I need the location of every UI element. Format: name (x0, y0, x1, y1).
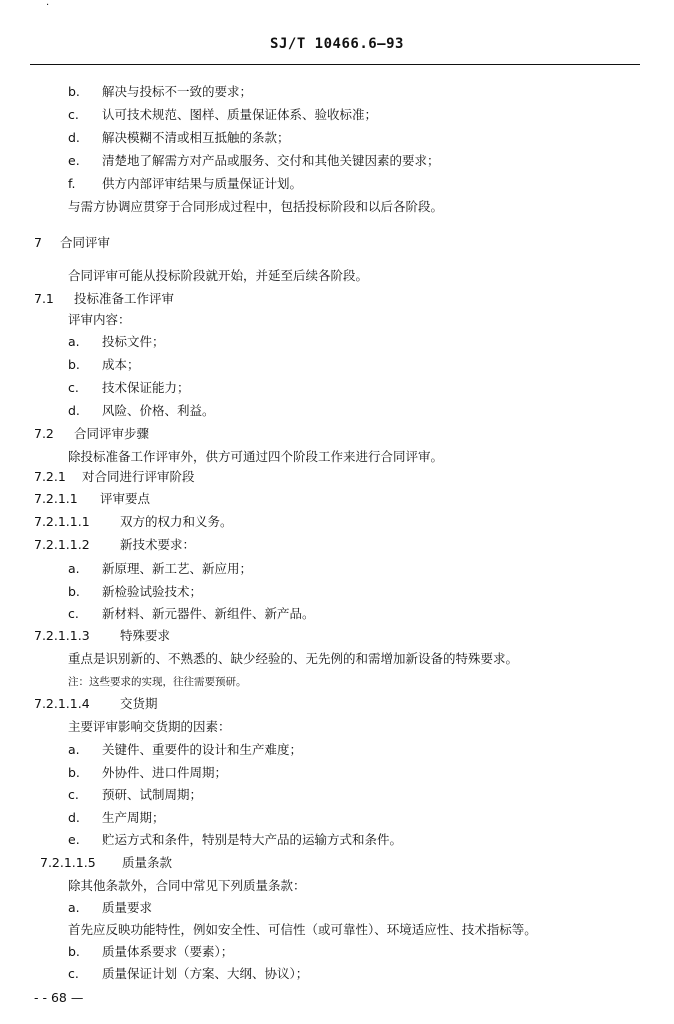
list-item: a. 质量要求 (68, 900, 153, 915)
list-item: b. 质量体系要求（要素）； (68, 944, 234, 959)
section-heading: 7.2.1.1.5 质量条款 (40, 855, 173, 870)
paragraph: 评审内容： (68, 312, 131, 327)
list-item: c. 预研、试制周期； (68, 787, 203, 802)
section-heading: 7 合同评审 (34, 235, 111, 250)
list-item: c. 质量保证计划（方案、大纲、协议）； (68, 966, 309, 981)
paragraph: 与需方协调应贯穿于合同形成过程中，包括投标阶段和以后各阶段。 (68, 199, 444, 214)
list-item: c. 认可技术规范、图样、质量保证体系、验收标准； (68, 107, 378, 122)
section-heading: 7.2.1.1.2 新技术要求： (34, 537, 196, 552)
list-item: b. 外协件、进口件周期； (68, 765, 228, 780)
paragraph: 合同评审可能从投标阶段就开始，并延至后续各阶段。 (68, 268, 369, 283)
section-heading: 7.2 合同评审步骤 (34, 426, 150, 441)
list-item: b. 解决与投标不一致的要求； (68, 84, 253, 99)
section-heading: 7.2.1.1.3 特殊要求 (34, 628, 171, 643)
list-item: c. 新材料、新元器件、新组件、新产品。 (68, 606, 315, 621)
list-item: c. 技术保证能力； (68, 380, 190, 395)
list-item: e. 清楚地了解需方对产品或服务、交付和其他关键因素的要求； (68, 153, 440, 168)
section-heading: 7.2.1.1.1 双方的权力和义务。 (34, 514, 233, 529)
paragraph: 除投标准备工作评审外，供方可通过四个阶段工作来进行合同评审。 (68, 449, 444, 464)
header-rule (30, 64, 640, 65)
document-page: · SJ/T 10466.6—93 b. 解决与投标不一致的要求； c. 认可技术规范、图样、质量保证体系、验收标准； d. 解决模糊不清或相互抵触的条款； e. 清楚地了解需方对产品或服务、交付和其他关键因素的要求； f. 供方内部评审结果与质量保证计划。 与需方协调应贯穿于合同形成过程中，包括投标阶段和以后各阶段。 7 合同评审 合同评审可能从投标阶段就开始，并延至后续各阶段。 7.1 投标准备工作评审 评审内容： a. 投标文件； b. 成本； c. 技术保证能力； d. 风险、价格、利益。 7.2 合同评审步骤 除投标准备工作评审外，供方可通过四个阶段工作来进行合同评审。 7.2.1 对合同进行评审阶段 7.2.1.1 评审要点 7.2.1.1.1 双方的权力和义务。 7.2.1.1.2 新技术要求： a. 新原理、新工艺、新应用； b. 新检验试验技术； c. 新材料、新元器件、新组件、新产品。 7.2.1.1.3 特殊要求 重点是识别新的、不熟悉的、缺少经验的、无先例的和需增加新设备的特殊要求。 注：这些要求的实现，往往需要预研。 7.2.1.1.4 交货期 主要评审影响交货期的因素： a. 关键件、重要件的设计和生产难度； b. 外协件、进口件周期； c. 预研、试制周期； d. 生产周期； e. 贮运方式和条件，特别是特大产品的运输方式和条件。 7.2.1.1.5 质量条款 除其他条款外，合同中常见下列质量条款： a. 质量要求 首先应反映功能特性，例如安全性、可信性（或可靠性）、环境适应性、技术指标等。 b. 质量体系要求（要素）； c. 质量保证计划（方案、大纲、协议）； - - 68 — (0, 0, 674, 1024)
paragraph: 除其他条款外，合同中常见下列质量条款： (68, 878, 306, 893)
list-item: a. 新原理、新工艺、新应用； (68, 561, 253, 576)
standard-code-header: SJ/T 10466.6—93 (270, 36, 404, 52)
section-heading: 7.2.1 对合同进行评审阶段 (34, 469, 195, 484)
list-item: a. 投标文件； (68, 334, 165, 349)
list-item: d. 解决模糊不清或相互抵触的条款； (68, 130, 290, 145)
list-item: e. 贮运方式和条件，特别是特大产品的运输方式和条件。 (68, 832, 403, 847)
section-heading: 7.1 投标准备工作评审 (34, 291, 175, 306)
section-heading: 7.2.1.1 评审要点 (34, 491, 151, 506)
note: 注：这些要求的实现，往往需要预研。 (68, 676, 247, 688)
list-item: b. 新检验试验技术； (68, 584, 203, 599)
page-number: - - 68 — (34, 990, 84, 1005)
list-item: d. 生产周期； (68, 810, 165, 825)
list-item: a. 关键件、重要件的设计和生产难度； (68, 742, 303, 757)
paragraph: 主要评审影响交货期的因素： (68, 719, 231, 734)
list-item: d. 风险、价格、利益。 (68, 403, 215, 418)
list-item: b. 成本； (68, 357, 140, 372)
section-heading: 7.2.1.1.4 交货期 (34, 696, 158, 711)
paragraph: 重点是识别新的、不熟悉的、缺少经验的、无先例的和需增加新设备的特殊要求。 (68, 651, 519, 666)
list-item: f. 供方内部评审结果与质量保证计划。 (68, 176, 303, 191)
paragraph: 首先应反映功能特性，例如安全性、可信性（或可靠性）、环境适应性、技术指标等。 (68, 922, 537, 937)
